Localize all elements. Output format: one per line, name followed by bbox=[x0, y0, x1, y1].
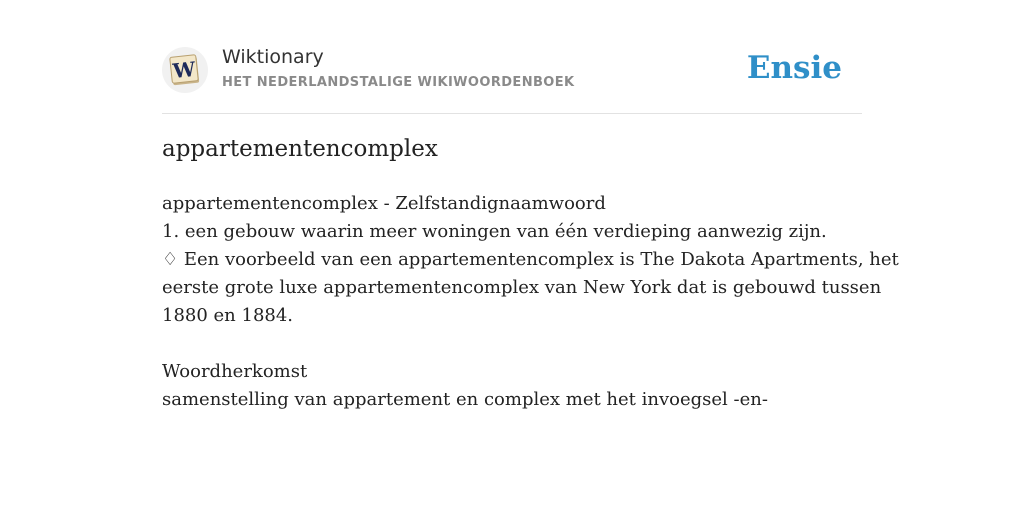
definition-text: 1. een gebouw waarin meer woningen van één verdieping aanwezig zijn. bbox=[162, 221, 827, 242]
header bbox=[162, 44, 862, 114]
example-line: eerste grote luxe appartementencomplex van New York dat is gebouwd tussen bbox=[162, 277, 882, 298]
entry-title: appartementencomplex bbox=[162, 136, 438, 162]
logo-letter: W bbox=[171, 56, 197, 84]
ensie-brand-link[interactable]: Ensie bbox=[746, 50, 842, 86]
example-line: ♢ Een voorbeeld van een appartementencomplex is The Dakota Apartments, het bbox=[162, 249, 899, 270]
spacer bbox=[162, 330, 862, 358]
example-line: 1880 en 1884. bbox=[162, 305, 294, 326]
site-name[interactable]: Wiktionary bbox=[222, 46, 324, 68]
entry-content bbox=[162, 190, 899, 414]
wiktionary-logo[interactable] bbox=[162, 47, 208, 93]
site-subtitle: HET NEDERLANDSTALIGE WIKIWOORDENBOEK bbox=[222, 75, 575, 90]
entry-card bbox=[162, 44, 899, 410]
etymology-text: samenstelling van appartement en complex met het invoegsel -en- bbox=[162, 389, 768, 410]
wiktionary-logo-icon bbox=[162, 47, 208, 93]
definition-header: appartementencomplex - Zelfstandignaamwoord bbox=[162, 193, 606, 214]
etymology-heading: Woordherkomst bbox=[162, 361, 308, 382]
